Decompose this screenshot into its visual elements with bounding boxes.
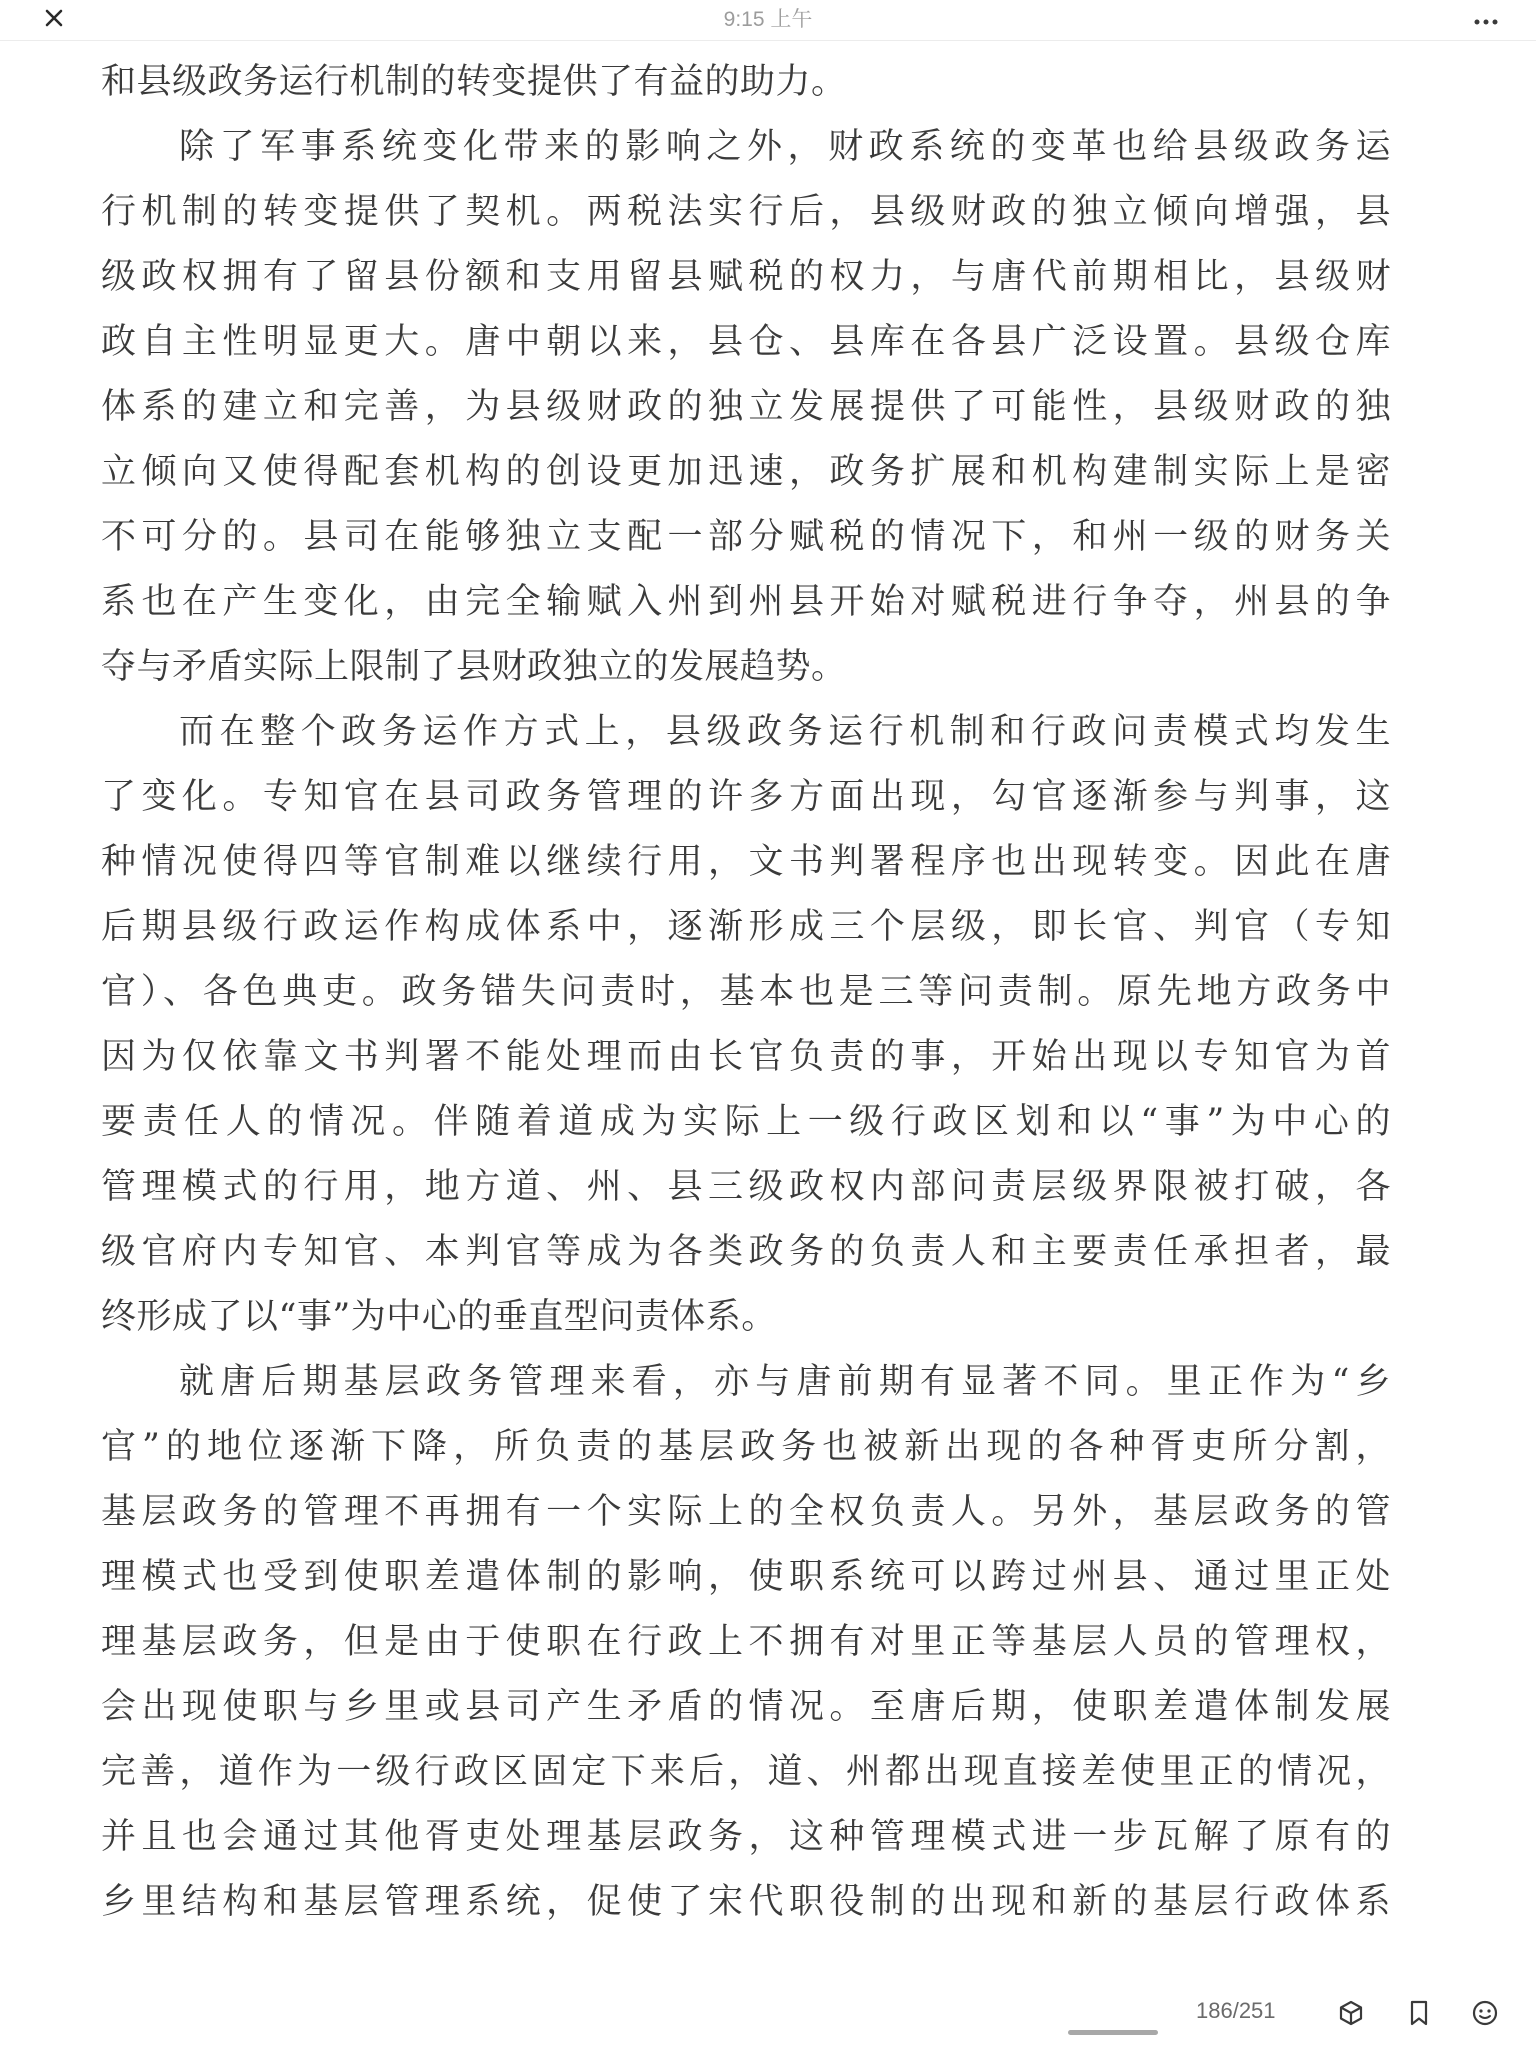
text-line: 理模式也受到使职差遣体制的影响，使职系统可以跨过州县、通过里正处 xyxy=(101,1557,1391,1597)
text-line: 完善，道作为一级行政区固定下来后，道、州都出现直接差使里正的情况， xyxy=(101,1752,1391,1792)
cube-button[interactable] xyxy=(1336,2000,1366,2030)
book-page-text xyxy=(101,50,1391,1935)
text-line: 不可分的。县司在能够独立支配一部分赋税的情况下，和州一级的财务关 xyxy=(101,517,1391,557)
text-line: 种情况使得四等官制难以继续行用，文书判署程序也出现转变。因此在唐 xyxy=(101,842,1391,882)
text-line: 理基层政务，但是由于使职在行政上不拥有对里正等基层人员的管理权， xyxy=(101,1622,1391,1662)
text-line: 要责任人的情况。伴随着道成为实际上一级行政区划和以“事”为中心的 xyxy=(101,1102,1391,1142)
text-line: 政自主性明显更大。唐中朝以来，县仓、县库在各县广泛设置。县级仓库 xyxy=(101,322,1391,362)
text-line: 因为仅依靠文书判署不能处理而由长官负责的事，开始出现以专知官为首 xyxy=(101,1037,1391,1077)
text-line: 和县级政务运行机制的转变提供了有益的助力。 xyxy=(101,62,847,102)
smiley-button[interactable] xyxy=(1470,2000,1500,2030)
status-time: 9:15 上午 xyxy=(723,8,813,31)
text-line: 除了军事系统变化带来的影响之外，财政系统的变革也给县级政务运 xyxy=(179,127,1391,167)
page-counter: 186/251 xyxy=(1196,1998,1276,2023)
text-line: 夺与矛盾实际上限制了县财政独立的发展趋势。 xyxy=(101,647,847,687)
close-button[interactable] xyxy=(36,2,72,38)
text-line: 级官府内专知官、本判官等成为各类政务的负责人和主要责任承担者，最 xyxy=(101,1232,1391,1272)
text-line: 系也在产生变化，由完全输赋入州到州县开始对赋税进行争夺，州县的争 xyxy=(101,582,1391,622)
text-line: 立倾向又使得配套机构的创设更加迅速，政务扩展和机构建制实际上是密 xyxy=(101,452,1391,492)
text-line: 行机制的转变提供了契机。两税法实行后，县级财政的独立倾向增强，县 xyxy=(101,192,1391,232)
cube-icon xyxy=(1337,1999,1365,2031)
bottom-toolbar xyxy=(0,1990,1536,2046)
text-line: 会出现使职与乡里或县司产生矛盾的情况。至唐后期，使职差遣体制发展 xyxy=(101,1687,1391,1727)
text-line: 官”的地位逐渐下降，所负责的基层政务也被新出现的各种胥吏所分割， xyxy=(101,1427,1391,1467)
text-line: 就唐后期基层政务管理来看，亦与唐前期有显著不同。里正作为“乡 xyxy=(179,1362,1391,1402)
text-line: 级政权拥有了留县份额和支用留县赋税的权力，与唐代前期相比，县级财 xyxy=(101,257,1391,297)
home-indicator[interactable] xyxy=(1068,2030,1158,2035)
text-line: 管理模式的行用，地方道、州、县三级政权内部问责层级界限被打破，各 xyxy=(101,1167,1391,1207)
text-line: 乡里结构和基层管理系统，促使了宋代职役制的出现和新的基层行政体系 xyxy=(101,1882,1391,1922)
text-line: 体系的建立和完善，为县级财政的独立发展提供了可能性，县级财政的独 xyxy=(101,387,1391,427)
bookmark-icon xyxy=(1407,1999,1431,2031)
bookmark-button[interactable] xyxy=(1404,2000,1434,2030)
text-line: 基层政务的管理不再拥有一个实际上的全权负责人。另外，基层政务的管 xyxy=(101,1492,1391,1532)
text-line: 终形成了以“事”为中心的垂直型问责体系。 xyxy=(101,1297,777,1337)
more-icon xyxy=(1473,11,1499,30)
text-line: 而在整个政务运作方式上，县级政务运行机制和行政问责模式均发生 xyxy=(179,712,1391,752)
close-icon xyxy=(45,9,63,31)
text-line: 了变化。专知官在县司政务管理的许多方面出现，勾官逐渐参与判事，这 xyxy=(101,777,1391,817)
text-line: 官）、各色典吏。政务错失问责时，基本也是三等问责制。原先地方政务中 xyxy=(101,972,1391,1012)
text-line: 后期县级行政运作构成体系中，逐渐形成三个层级，即长官、判官（专知 xyxy=(101,907,1391,947)
top-bar xyxy=(0,0,1536,41)
smiley-icon xyxy=(1471,1999,1499,2031)
more-button[interactable] xyxy=(1466,8,1506,32)
text-line: 并且也会通过其他胥吏处理基层政务，这种管理模式进一步瓦解了原有的 xyxy=(101,1817,1391,1857)
